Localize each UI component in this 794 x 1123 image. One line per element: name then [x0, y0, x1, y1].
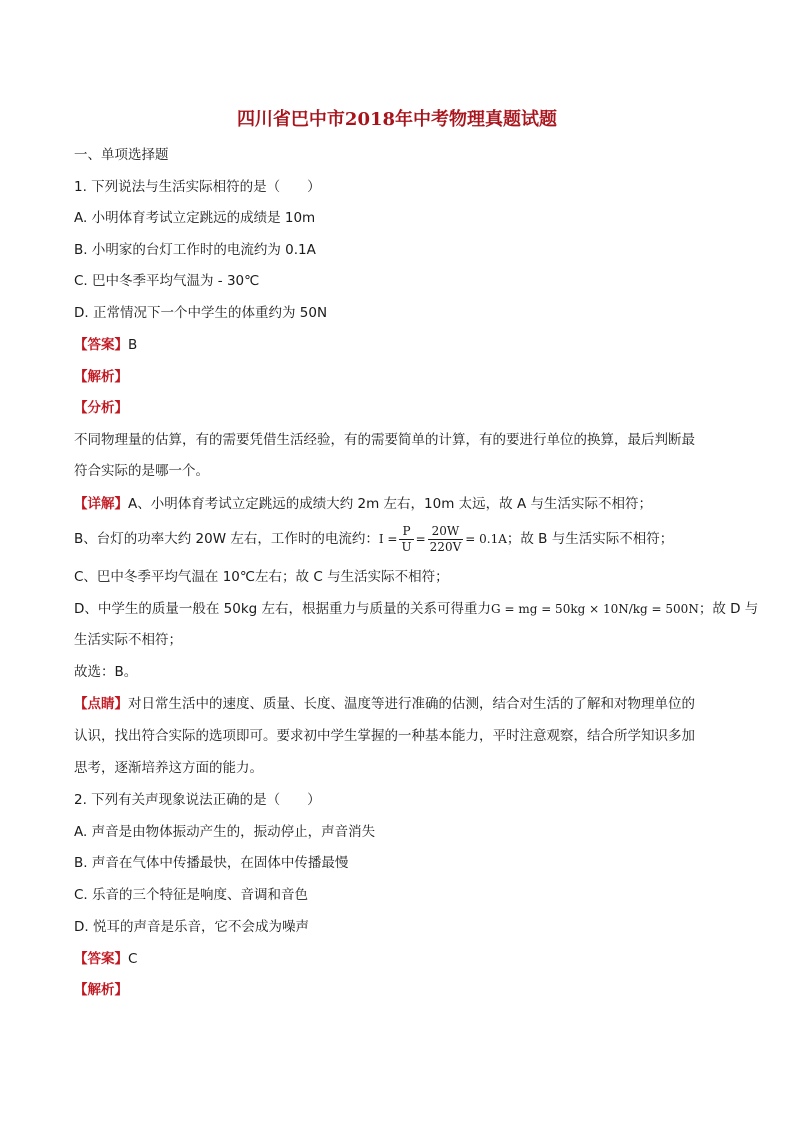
page-title: 四川省巴中市2018年中考物理真题试题	[236, 109, 558, 130]
detail-a-text: A、小明体育考试立定跳远的成绩大约 2m 左右，10m 太远，故 A 与生活实际不相符；	[128, 496, 652, 512]
frac2-denominator: 220V	[429, 539, 462, 554]
q1-dianjing-line3: 思考，逐渐培养这方面的能力。	[74, 760, 263, 776]
q1-option-a: A. 小明体育考试立定跳远的成绩是 10m	[74, 210, 316, 226]
q1-fenxi-line2: 符合实际的是哪一个。	[74, 463, 209, 479]
q2-stem: 2. 下列有关声现象说法正确的是（ ）	[74, 792, 321, 808]
q2-analysis-tag: 【解析】	[74, 982, 128, 998]
q2-option-c: C. 乐音的三个特征是响度、音调和音色	[74, 887, 309, 903]
q1-option-c: C. 巴中冬季平均气温为 - 30℃	[74, 273, 260, 289]
answer-value: B	[128, 337, 138, 353]
dianjing-line1: 对日常生活中的速度、质量、长度、温度等进行准确的估测，结合对生活的了解和对物理单位的	[128, 696, 695, 712]
q1-detail-d-line2: 生活实际不相符；	[74, 632, 182, 648]
detail-d-formula: G = mg = 50kg × 10N/kg = 500N	[491, 602, 699, 616]
q1-fenxi-line1: 不同物理量的估算，有的需要凭借生活经验，有的需要简单的计算，有的要进行单位的换算，最后判断最	[74, 432, 695, 448]
frac1-numerator: P	[399, 524, 413, 540]
q1-analysis-tag: 【解析】	[74, 369, 128, 385]
formula-equals: =	[415, 532, 426, 546]
q2-option-d: D. 悦耳的声音是乐音，它不会成为噪声	[74, 919, 309, 935]
detail-tag: 【详解】	[74, 496, 128, 512]
q2-answer	[74, 949, 137, 969]
q1-detail-d	[74, 599, 758, 619]
frac2-numerator: 20W	[428, 524, 464, 540]
answer-tag: 【答案】	[74, 951, 128, 967]
frac1-denominator: U	[401, 539, 412, 554]
q1-dianjing-line2: 认识，找出符合实际的选项即可。要求初中学生掌握的一种基本能力，平时注意观察，结合所学知识多加	[74, 728, 695, 744]
q1-conclusion: 故选：B。	[74, 664, 138, 680]
detail-d-post: ；故 D 与	[698, 601, 759, 617]
detail-b-post: ；故 B 与生活实际不相符；	[506, 531, 674, 547]
q1-detail-b	[74, 521, 673, 557]
dianjing-tag: 【点睛】	[74, 696, 128, 712]
detail-d-text: D、中学生的质量一般在 50kg 左右，根据重力与质量的关系可得重力	[74, 601, 492, 617]
q1-detail-c: C、巴中冬季平均气温在 10℃左右；故 C 与生活实际不相符；	[74, 569, 449, 585]
fraction-20w-over-220v	[428, 524, 464, 555]
formula-rhs: = 0.1A	[465, 532, 507, 546]
q1-answer	[74, 335, 137, 355]
q1-option-b: B. 小明家的台灯工作时的电流约为 0.1A	[74, 242, 316, 258]
detail-b-text: B、台灯的功率大约 20W 左右，工作时的电流约：	[74, 531, 379, 547]
fraction-p-over-u	[399, 524, 413, 555]
q1-detail-a	[74, 494, 652, 514]
answer-tag: 【答案】	[74, 337, 128, 353]
q2-option-b: B. 声音在气体中传播最快，在固体中传播最慢	[74, 855, 349, 871]
q1-stem: 1. 下列说法与生活实际相符的是（ ）	[74, 179, 321, 195]
answer-value: C	[128, 951, 138, 967]
section-heading: 一、单项选择题	[74, 147, 169, 163]
q1-option-d: D. 正常情况下一个中学生的体重约为 50N	[74, 305, 328, 321]
q2-option-a: A. 声音是由物体振动产生的，振动停止，声音消失	[74, 824, 376, 840]
q1-dianjing	[74, 694, 695, 714]
formula-lhs: I =	[378, 532, 398, 546]
q1-fenxi-tag: 【分析】	[74, 400, 128, 416]
